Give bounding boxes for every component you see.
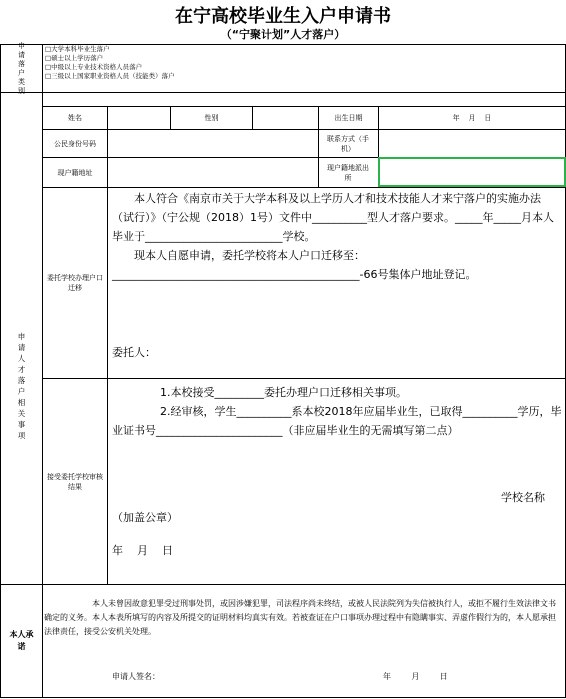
category-label: 申请落户类别	[18, 41, 25, 95]
contact-label: 联系方式（手机）	[327, 134, 369, 153]
pledge-text: 本人未曾因故意犯罪受过刑事处罚，或因涉嫌犯罪，司法程序尚未终结，或被人民法院列为失信被执行人，或拒不履行生效法律文书确定的义务。本人本表所填写的内容及所提交的证明材料均真实有效。若被查证在户口事项办理过程中有隐瞒事实、弄虚作假行为的，本人愿承担法律责任，接受公安机关处理。	[44, 599, 556, 636]
entrust-signer-label: 委托人：	[112, 346, 156, 359]
accept-item-2: 2.经审核，学生__________系本校2018年应届毕业生，已取得__________学历，毕业证书号_______________________（非应届毕业生的无需填写第二点）	[112, 405, 562, 437]
accept-label: 接受委托学校审核结果	[47, 472, 103, 491]
pledge-label-cell	[1, 585, 42, 697]
page-title: 在宁高校毕业生入户申请书	[175, 6, 391, 27]
seal-note: （加盖公章）	[112, 511, 178, 524]
contact-field[interactable]	[379, 130, 565, 157]
accept-date: 年 月 日	[112, 544, 173, 557]
page-subtitle: （“宁聚计划”人才落户）	[220, 28, 346, 41]
section-label: 申请人才落户相关事项	[17, 332, 26, 440]
entrust-label: 委托学校办理户口迁移	[47, 274, 103, 292]
applicant-signature-field[interactable]	[180, 666, 370, 686]
applicant-signature-label: 申请人签名：	[112, 672, 160, 681]
name-field[interactable]	[108, 107, 170, 129]
address-label: 现户籍地址	[57, 168, 93, 177]
gender-label: 性别	[204, 114, 219, 122]
police-station-field[interactable]	[378, 157, 566, 187]
category-label-cell	[1, 41, 42, 95]
gender-field[interactable]	[253, 107, 318, 129]
birth-date-field[interactable]: 年 月 日	[452, 114, 492, 122]
category-option-bachelor[interactable]: □大学本科毕业生落户	[45, 45, 110, 53]
category-options	[45, 45, 445, 81]
accept-item-1: 1.本校接受_________委托办理户口迁移相关事项。	[160, 386, 407, 399]
category-option-technical[interactable]: □中级以上专业技术资格人员落户	[45, 63, 143, 71]
category-option-master[interactable]: □硕士以上学历落户	[45, 54, 104, 62]
entrust-paragraph-3: _____________________________________________-66号集体户地址登记。	[112, 268, 477, 281]
section-label-cell	[1, 188, 42, 584]
pledge-label: 本人承诺	[9, 630, 34, 651]
address-field[interactable]	[108, 158, 318, 187]
id-field[interactable]	[108, 130, 318, 157]
school-name-label: 学校名称	[501, 491, 545, 504]
entrust-paragraph-1: 本人符合《南京市关于大学本科及以上学历人才和技术技能人才来宁落户的实施办法（试行）》（宁公规（2018）1号）文件中__________型人才落户要求。_____年_____月本人毕业于_________________________学校。	[112, 192, 554, 243]
pledge-date: 年 月 日	[383, 672, 448, 681]
entrust-paragraph-2: 现本人自愿申请，委托学校将本人户口迁移至：	[134, 249, 365, 262]
category-option-skills[interactable]: □三级以上国家职业资格人员（技能类）落户	[45, 72, 175, 80]
police-station-label: 现户籍地派出所	[327, 163, 369, 182]
name-label: 姓名	[68, 114, 82, 122]
id-label: 公民身份号码	[54, 139, 96, 148]
birth-label: 出生日期	[334, 114, 363, 122]
